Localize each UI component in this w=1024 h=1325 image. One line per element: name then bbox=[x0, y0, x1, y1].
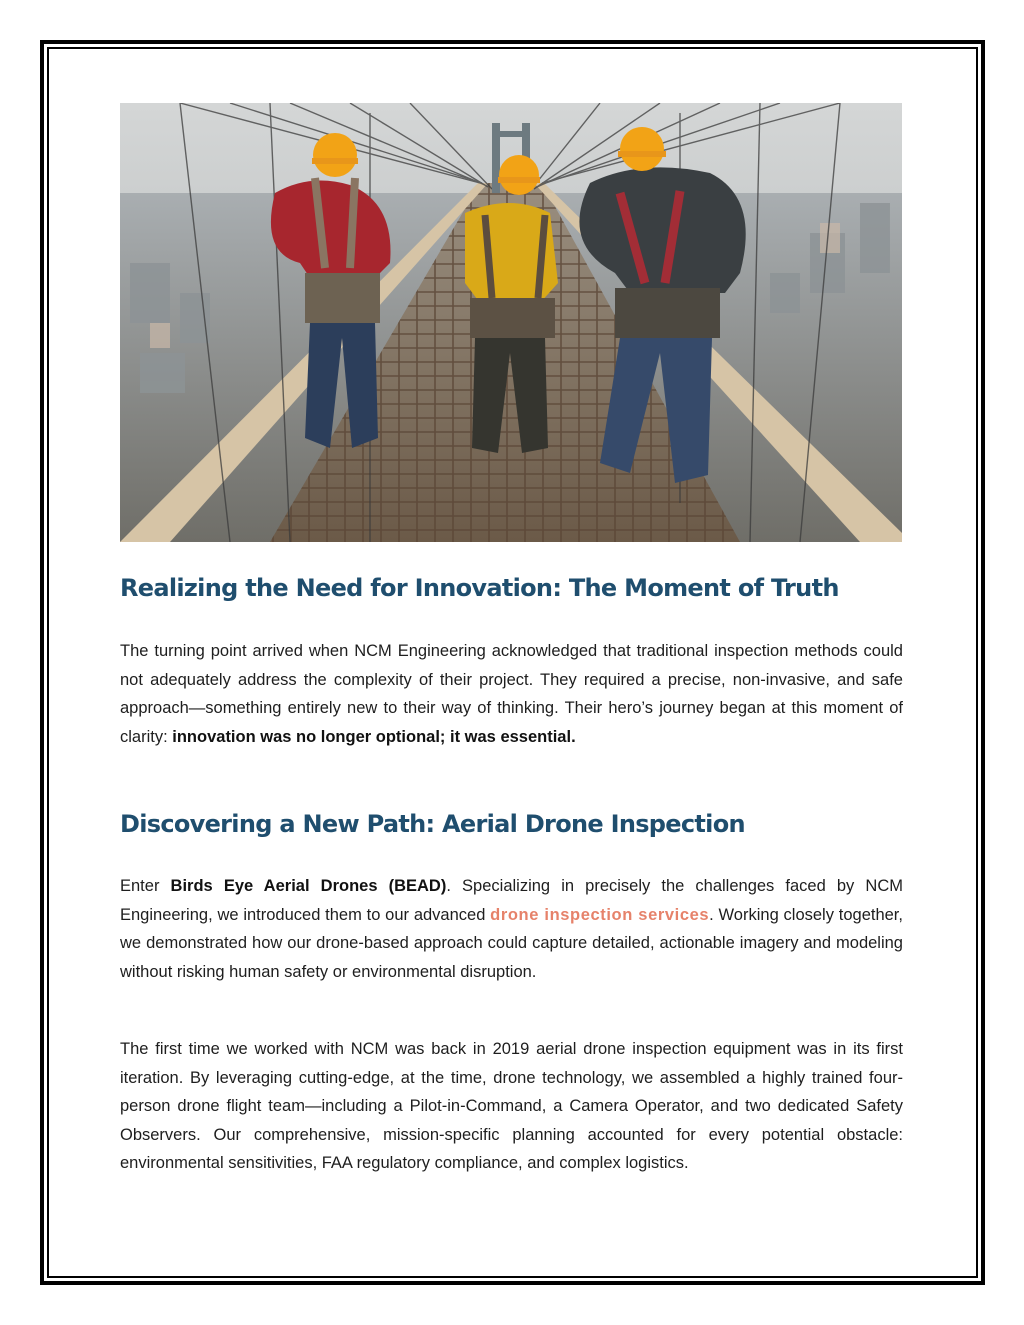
bridge-workers-photo bbox=[120, 103, 902, 542]
paragraph-text: Enter bbox=[120, 877, 171, 895]
section-heading-drone-inspection: Discovering a New Path: Aerial Drone Inspection bbox=[120, 810, 745, 838]
paragraph-text: The turning point arrived when NCM Engineering acknowledged that traditional inspection methods could not adequately address the complexity of their project. They required a precise, non-invasive, and safe approach—something entirely new to their way of thinking. Their hero’s journey began at this moment of clarity: bbox=[120, 642, 903, 746]
paragraph-enter-bead bbox=[120, 872, 903, 986]
section-heading-innovation: Realizing the Need for Innovation: The Moment of Truth bbox=[120, 574, 839, 602]
paragraph-text: . Working closely together, we demonstrated how our drone-based approach could capture detailed, actionable imagery and modeling without risking human safety or environmental disruption. bbox=[120, 905, 903, 981]
paragraph-turning-point bbox=[120, 637, 903, 751]
paragraph-first-time: The first time we worked with NCM was back in 2019 aerial drone inspection equipment was in its first iteration. By leveraging cutting-edge, at the time, drone technology, we assembled a highly trained four-person drone flight team—including a Pilot-in-Command, a Camera Operator, and two dedicated Safety Observers. Our comprehensive, mission-specific planning accounted for every potential obstacle: environmental sensitivities, FAA regulatory compliance, and complex logistics. bbox=[120, 1040, 903, 1173]
paragraph-text: . Specializing in precisely the challenges faced by NCM Engineering, we introduced them to our advanced bbox=[120, 877, 903, 924]
drone-inspection-services-link[interactable]: drone inspection services bbox=[490, 905, 710, 924]
company-name: Birds Eye Aerial Drones (BEAD) bbox=[170, 877, 447, 895]
emphasis-text: innovation was no longer optional; it was essential. bbox=[172, 727, 576, 746]
